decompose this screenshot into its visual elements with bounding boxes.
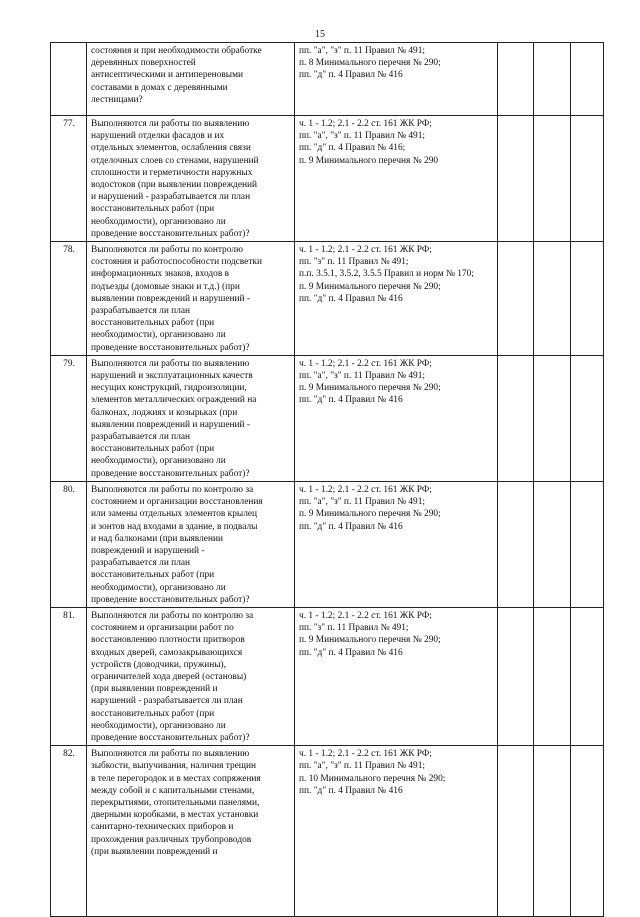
question-text-line: Выполняются ли работы по выявлению bbox=[91, 119, 250, 129]
question-text-line: ограничителей хода дверей (остановы) bbox=[91, 671, 247, 682]
question-text-line: зыбкости, выпучивания, наличия трещин bbox=[91, 761, 257, 772]
question-text-line: проведение восстановительных работ)? bbox=[91, 732, 250, 743]
question-text-line: сплошности и герметичности наружных bbox=[91, 167, 253, 178]
legal-reference-line: пп. "а", "з" п. 11 Правил № 491; bbox=[299, 131, 426, 142]
question-cell bbox=[87, 43, 295, 116]
legal-reference-line: пп. "д" п. 4 Правил № 416 bbox=[299, 785, 403, 796]
question-text-line: и над балконами (при выявлении bbox=[91, 533, 223, 544]
legal-reference-line: пп. "а", "з" п. 11 Правил № 491; bbox=[299, 46, 426, 56]
question-text-line: необходимости), организовано ли bbox=[91, 216, 226, 227]
question-text-line: проведение восстановительных работ)? bbox=[91, 594, 250, 605]
question-text-line: подъезды (домовые знаки и т.д.) (при bbox=[91, 281, 240, 292]
answer-no-cell bbox=[534, 242, 571, 356]
question-text-line: состояния и работоспособности подсветки bbox=[91, 257, 263, 268]
legal-reference-line: п.п. 3.5.1, 3.5.2, 3.5.5 Правил и норм № 170; bbox=[299, 269, 474, 280]
answer-no-cell bbox=[534, 481, 571, 607]
question-text-line: Выполняются ли работы по выявлению bbox=[91, 358, 250, 369]
legal-reference-line: пп. "а", "з" п. 11 Правил № 491; bbox=[299, 761, 426, 772]
question-text-line: восстановлению плотности притворов bbox=[91, 635, 245, 646]
question-text-line: отделочных слоев со стенами, нарушений bbox=[91, 155, 259, 166]
question-text-line: необходимости), организовано ли bbox=[91, 720, 226, 731]
legal-reference-line: п. 8 Минимального перечня № 290; bbox=[299, 58, 441, 69]
question-text-line: в теле перегородок и в местах сопряжения bbox=[91, 773, 261, 784]
checklist-table bbox=[50, 42, 604, 917]
answer-not-applicable-cell bbox=[571, 355, 604, 481]
question-text-line: (при выявлении повреждений и bbox=[91, 846, 218, 857]
question-cell bbox=[87, 242, 295, 356]
answer-yes-cell bbox=[498, 481, 534, 607]
legal-reference-line: п. 9 Минимального перечня № 290; bbox=[299, 281, 441, 292]
item-number: 82. bbox=[51, 746, 87, 917]
legal-reference-line: ч. 1 - 1.2; 2.1 - 2.2 ст. 161 ЖК РФ; bbox=[299, 610, 432, 621]
legal-reference-line: пп. "з" п. 11 Правил № 491; bbox=[299, 257, 409, 268]
answer-not-applicable-cell bbox=[571, 746, 604, 917]
question-text-line: санитарно-технических приборов и bbox=[91, 822, 234, 833]
question-text-line: состоянием и организации работ по bbox=[91, 623, 234, 634]
question-text-line: выявлении повреждений и нарушений - bbox=[91, 419, 251, 430]
question-text-line: разрабатывается ли план bbox=[91, 432, 191, 443]
question-text-line: необходимости), организовано ли bbox=[91, 582, 226, 593]
question-text-line: информационных знаков, входов в bbox=[91, 269, 230, 280]
question-text-line: необходимости), организовано ли bbox=[91, 456, 226, 467]
table-row bbox=[51, 607, 604, 745]
legal-reference-line: ч. 1 - 1.2; 2.1 - 2.2 ст. 161 ЖК РФ; bbox=[299, 245, 432, 256]
question-text-line: разрабатывается ли план bbox=[91, 558, 191, 569]
legal-reference-line: пп. "а", "з" п. 11 Правил № 491; bbox=[299, 371, 426, 382]
question-text-line: балконах, лоджиях и козырьках (при bbox=[91, 407, 238, 418]
answer-no-cell bbox=[534, 746, 571, 917]
legal-reference-cell bbox=[295, 43, 498, 116]
legal-reference-line: п. 9 Минимального перечня № 290; bbox=[299, 635, 441, 646]
answer-yes-cell bbox=[498, 242, 534, 356]
answer-not-applicable-cell bbox=[571, 481, 604, 607]
legal-reference-cell bbox=[295, 607, 498, 745]
answer-yes-cell bbox=[498, 43, 534, 116]
item-number bbox=[51, 43, 87, 116]
question-text-line: деревянных поверхностей bbox=[91, 58, 196, 69]
question-text-line: Выполняются ли работы по контролю bbox=[91, 245, 243, 256]
question-text-line: восстановительных работ (при bbox=[91, 708, 215, 719]
legal-reference-line: п. 9 Минимального перечня № 290 bbox=[299, 155, 439, 166]
legal-reference-cell bbox=[295, 355, 498, 481]
answer-yes-cell bbox=[498, 355, 534, 481]
legal-reference-cell bbox=[295, 746, 498, 917]
answer-not-applicable-cell bbox=[571, 242, 604, 356]
question-text-line: и нарушений - разрабатывается ли план bbox=[91, 192, 251, 203]
table-row bbox=[51, 746, 604, 917]
question-text-line: (при выявлении повреждений и bbox=[91, 684, 218, 695]
legal-reference-line: пп. "д" п. 4 Правил № 416 bbox=[299, 70, 403, 81]
question-text-line: восстановительных работ (при bbox=[91, 204, 215, 215]
question-text-line: нарушений - разрабатывается ли план bbox=[91, 696, 243, 707]
legal-reference-line: пп. "а", "з" п. 11 Правил № 491; bbox=[299, 497, 426, 508]
answer-not-applicable-cell bbox=[571, 116, 604, 242]
legal-reference-line: пп. "д" п. 4 Правил № 416 bbox=[299, 647, 403, 658]
answer-no-cell bbox=[534, 43, 571, 116]
legal-reference-cell bbox=[295, 242, 498, 356]
legal-reference-line: п. 9 Минимального перечня № 290; bbox=[299, 383, 441, 394]
legal-reference-line: пп. "д" п. 4 Правил № 416 bbox=[299, 293, 403, 304]
answer-yes-cell bbox=[498, 116, 534, 242]
question-text-line: элементов металлических ограждений на bbox=[91, 395, 257, 406]
question-text-line: восстановительных работ (при bbox=[91, 570, 215, 581]
item-number: 79. bbox=[51, 355, 87, 481]
answer-no-cell bbox=[534, 116, 571, 242]
answer-not-applicable-cell bbox=[571, 43, 604, 116]
table-row bbox=[51, 481, 604, 607]
answer-not-applicable-cell bbox=[571, 607, 604, 745]
question-text-line: Выполняются ли работы по контролю за bbox=[91, 484, 254, 495]
legal-reference-line: ч. 1 - 1.2; 2.1 - 2.2 ст. 161 ЖК РФ; bbox=[299, 749, 432, 760]
question-cell bbox=[87, 355, 295, 481]
question-text-line: выявлении повреждений и нарушений - bbox=[91, 293, 251, 304]
legal-reference-line: ч. 1 - 1.2; 2.1 - 2.2 ст. 161 ЖК РФ; bbox=[299, 358, 432, 369]
question-text-line: проведение восстановительных работ)? bbox=[91, 228, 250, 239]
question-text-line: необходимости), организовано ли bbox=[91, 330, 226, 341]
table-row bbox=[51, 242, 604, 356]
question-cell bbox=[87, 746, 295, 917]
answer-yes-cell bbox=[498, 746, 534, 917]
question-text-line: водостоков (при выявлении повреждений bbox=[91, 180, 258, 191]
question-text-line: или замены отдельных элементов крылец bbox=[91, 509, 258, 520]
legal-reference-line: пп. "д" п. 4 Правил № 416; bbox=[299, 143, 406, 154]
answer-yes-cell bbox=[498, 607, 534, 745]
question-text-line: и зонтов над входами в здание, в подвалы bbox=[91, 521, 258, 532]
legal-reference-line: пп. "д" п. 4 Правил № 416 bbox=[299, 521, 403, 532]
question-text-line: проведение восстановительных работ)? bbox=[91, 342, 250, 353]
question-cell bbox=[87, 481, 295, 607]
question-text-line: восстановительных работ (при bbox=[91, 318, 215, 329]
legal-reference-line: ч. 1 - 1.2; 2.1 - 2.2 ст. 161 ЖК РФ; bbox=[299, 119, 432, 129]
question-text-line: нарушений отделки фасадов и их bbox=[91, 131, 225, 142]
question-text-line: отдельных элементов, ослабления связи bbox=[91, 143, 251, 154]
item-number: 80. bbox=[51, 481, 87, 607]
question-text-line: восстановительных работ (при bbox=[91, 444, 215, 455]
question-text-line: антисептическими и антипереновыми bbox=[91, 70, 244, 81]
item-number: 78. bbox=[51, 242, 87, 356]
item-number: 81. bbox=[51, 607, 87, 745]
legal-reference-line: ч. 1 - 1.2; 2.1 - 2.2 ст. 161 ЖК РФ; bbox=[299, 484, 432, 495]
question-text-line: Выполняются ли работы по контролю за bbox=[91, 610, 254, 621]
question-text-line: состояния и при необходимости обработке bbox=[91, 46, 262, 56]
question-text-line: разрабатывается ли план bbox=[91, 306, 191, 317]
question-text-line: дверными коробками, в местах установки bbox=[91, 810, 259, 821]
question-text-line: состоянием и организации восстановления bbox=[91, 497, 263, 508]
question-text-line: лестницами? bbox=[91, 94, 143, 105]
legal-reference-line: п. 10 Минимального перечня № 290; bbox=[299, 773, 446, 784]
table-row bbox=[51, 43, 604, 116]
page-number: 15 bbox=[315, 29, 325, 40]
question-text-line: устройств (доводчики, пружины), bbox=[91, 659, 227, 670]
question-text-line: несущих конструкций, гидроизоляции, bbox=[91, 383, 247, 394]
answer-no-cell bbox=[534, 607, 571, 745]
question-text-line: нарушений и эксплуатационных качеств bbox=[91, 371, 253, 382]
table-row bbox=[51, 355, 604, 481]
question-text-line: Выполняются ли работы по выявлению bbox=[91, 749, 250, 760]
item-number: 77. bbox=[51, 116, 87, 242]
legal-reference-line: п. 9 Минимального перечня № 290; bbox=[299, 509, 441, 520]
answer-no-cell bbox=[534, 355, 571, 481]
question-text-line: перекрытиями, отопительными панелями, bbox=[91, 797, 260, 808]
question-text-line: проведение восстановительных работ)? bbox=[91, 468, 250, 479]
question-text-line: входных дверей, самозакрывающихся bbox=[91, 647, 243, 658]
question-cell bbox=[87, 607, 295, 745]
question-text-line: между собой и с капитальными стенами, bbox=[91, 785, 255, 796]
legal-reference-line: пп. "д" п. 4 Правил № 416 bbox=[299, 395, 403, 406]
table-row bbox=[51, 116, 604, 242]
legal-reference-cell bbox=[295, 481, 498, 607]
question-text-line: повреждений и нарушений - bbox=[91, 545, 205, 556]
question-text-line: прохождения различных трубопроводов bbox=[91, 834, 252, 845]
question-cell bbox=[87, 116, 295, 242]
legal-reference-cell bbox=[295, 116, 498, 242]
question-text-line: составами в домах с деревянными bbox=[91, 82, 228, 93]
legal-reference-line: пп. "з" п. 11 Правил № 491; bbox=[299, 623, 409, 634]
